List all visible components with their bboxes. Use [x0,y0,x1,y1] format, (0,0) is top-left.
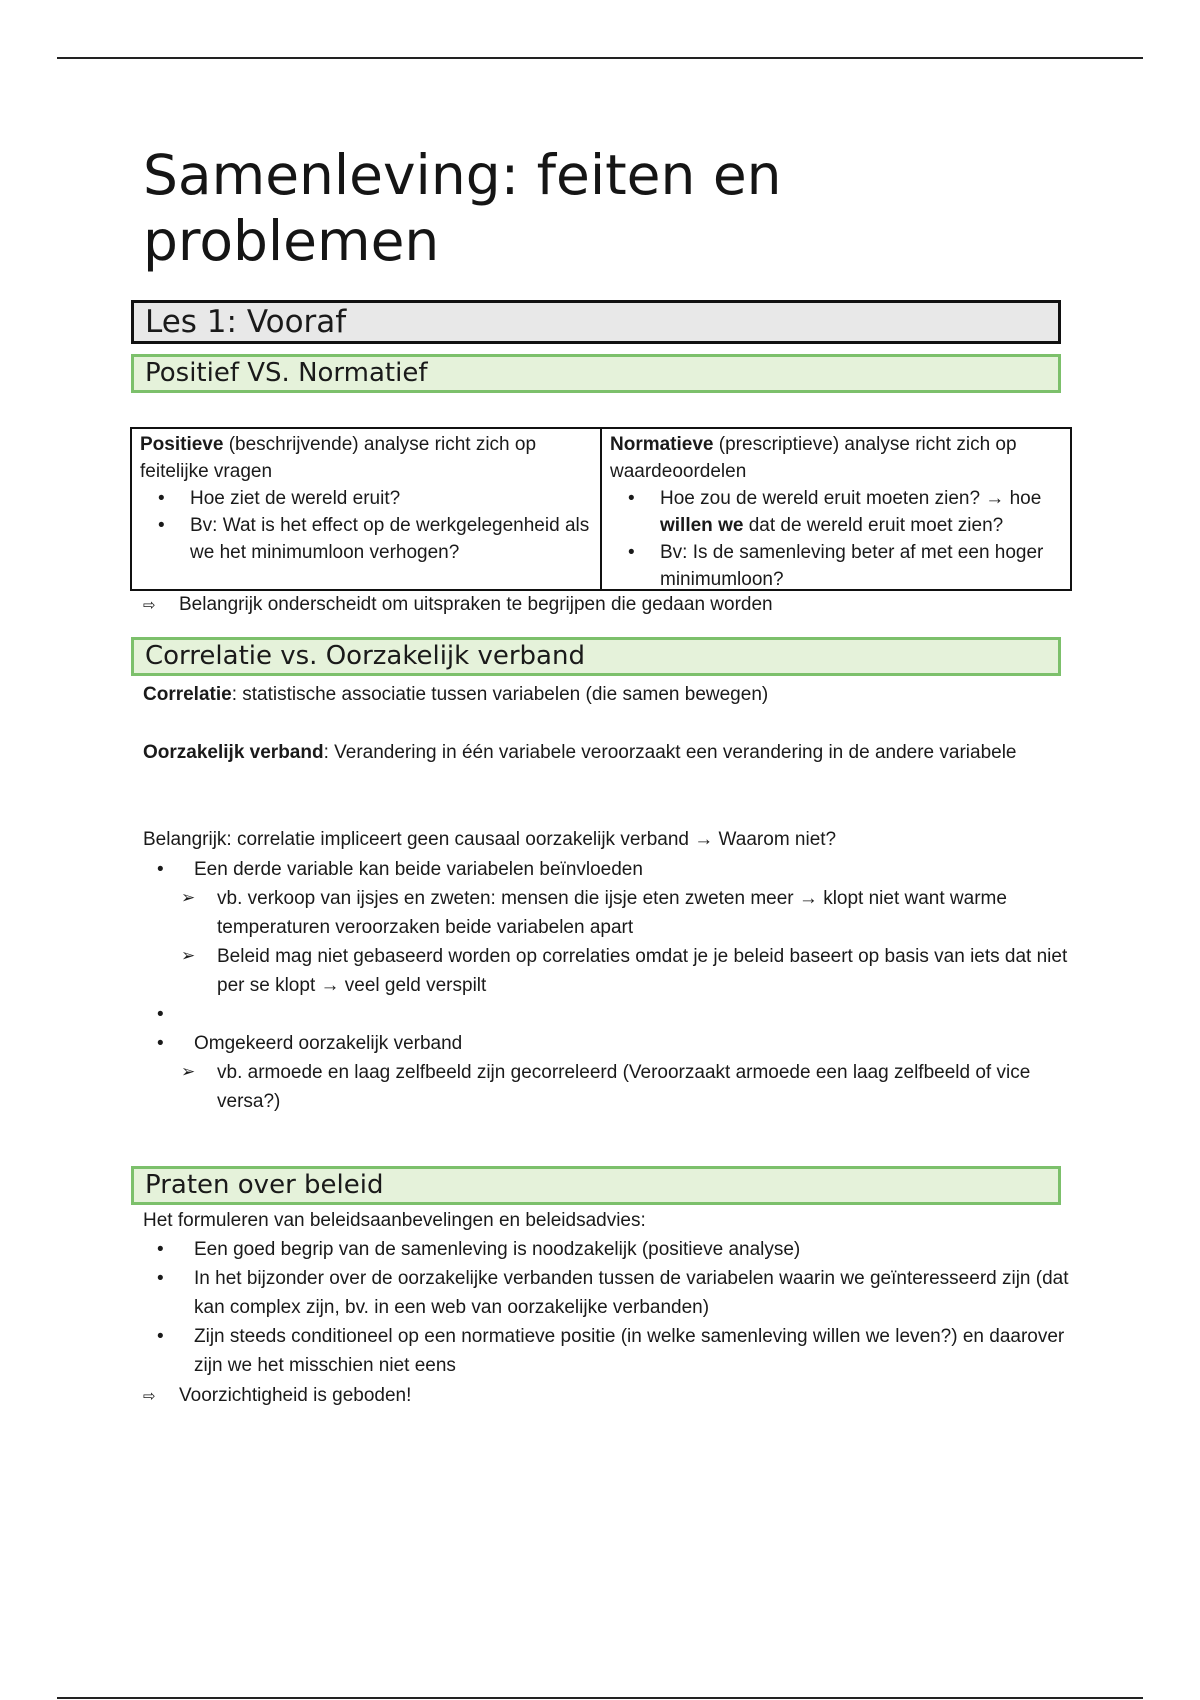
note-caution [143,1382,411,1410]
list-item: • Zijn steeds conditioneel op een normatieve positie (in welke samenleving willen we leven?) en daarover zijn we het misschien niet eens [143,1322,1073,1380]
note-distinction [143,591,773,619]
arrow-icon: ⇨ [143,596,156,614]
arrow-icon: ⇨ [143,1387,156,1405]
positive-term: Positieve [140,434,224,455]
bottom-rule [57,1697,1143,1699]
comparison-table [130,427,1072,591]
section-heading-beleid: Praten over beleid [131,1166,1061,1205]
list-item: • Bv: Wat is het effect op de werkgelegenheid als we het minimumloon verhogen? [190,512,592,566]
section-heading-correlatie: Correlatie vs. Oorzakelijk verband [131,637,1061,676]
causal-definition: Oorzakelijk verband: Verandering in één variabele veroorzaakt een verandering in de andere variabele [143,742,1017,763]
note-text: Voorzichtigheid is geboden! [179,1385,412,1406]
policy-intro: Het formuleren van beleidsaanbevelingen en beleidsadvies: [143,1210,646,1231]
policy-list [143,1235,1073,1380]
list-item: • Omgekeerd oorzakelijk verband ➢ vb. armoede en laag zelfbeeld zijn gecorreleerd (Veroorzaakt armoede een laag zelfbeeld of vice versa?) [143,1029,1073,1116]
list-item: • Hoe zou de wereld eruit moeten zien? → hoe willen we dat de wereld eruit moet zien? [660,485,1062,539]
list-item: • Een goed begrip van de samenleving is noodzakelijk (positieve analyse) [143,1235,1073,1264]
sub-list-item: ➢ vb. armoede en laag zelfbeeld zijn gecorreleerd (Veroorzaakt armoede een laag zelfbeeld of vice versa?) [194,1058,1073,1116]
section-heading-positief-normatief: Positief VS. Normatief [131,354,1061,393]
normative-bullets [610,485,1062,593]
spacer [143,1000,1073,1029]
correlation-reasons-list [143,855,1073,1116]
list-item: • Een derde variable kan beide variabelen beïnvloeden ➢ vb. verkoop van ijsjes en zweten: mensen die ijsje eten zweten meer → klopt niet want warme temperaturen veroorzaken beide variabelen apart ➢ Beleid mag niet gebaseerd worden op correlaties omdat je je beleid baseert op basis van iets dat niet per se klopt → veel geld verspilt [143,855,1073,1000]
sub-list [194,884,1073,1000]
positive-bullets [140,485,592,566]
correlation-definition: Correlatie: statistische associatie tussen variabelen (die samen bewegen) [143,684,769,705]
important-note: Belangrijk: correlatie impliceert geen causaal oorzakelijk verband → Waarom niet? [143,829,837,850]
list-item: • Hoe ziet de wereld eruit? [190,485,592,512]
normative-term: Normatieve [610,434,714,455]
sub-list [194,1058,1073,1116]
sub-list-item: ➢ vb. verkoop van ijsjes en zweten: mensen die ijsje eten zweten meer → klopt niet want warme temperaturen veroorzaken beide variabelen apart [194,884,1073,942]
list-item: • Bv: Is de samenleving beter af met een hoger minimumloon? [660,539,1062,593]
lesson-heading: Les 1: Vooraf [131,300,1061,344]
normative-analysis-cell [600,429,1070,589]
list-item: • In het bijzonder over de oorzakelijke verbanden tussen de variabelen waarin we geïnteresseerd zijn (dat kan complex zijn, bv. in een web van oorzakelijke verbanden) [143,1264,1073,1322]
note-text: Belangrijk onderscheidt om uitspraken te begrijpen die gedaan worden [179,594,773,615]
sub-list-item: ➢ Beleid mag niet gebaseerd worden op correlaties omdat je je beleid baseert op basis van iets dat niet per se klopt → veel geld verspilt [194,942,1073,1000]
document-title: Samenleving: feiten en problemen [143,143,782,273]
positive-definition: (beschrijvende) analyse richt zich op feitelijke vragen [140,434,537,482]
top-rule [57,57,1143,59]
positive-analysis-cell [132,429,600,589]
normative-definition: (prescriptieve) analyse richt zich op waardeoordelen [610,434,1017,482]
